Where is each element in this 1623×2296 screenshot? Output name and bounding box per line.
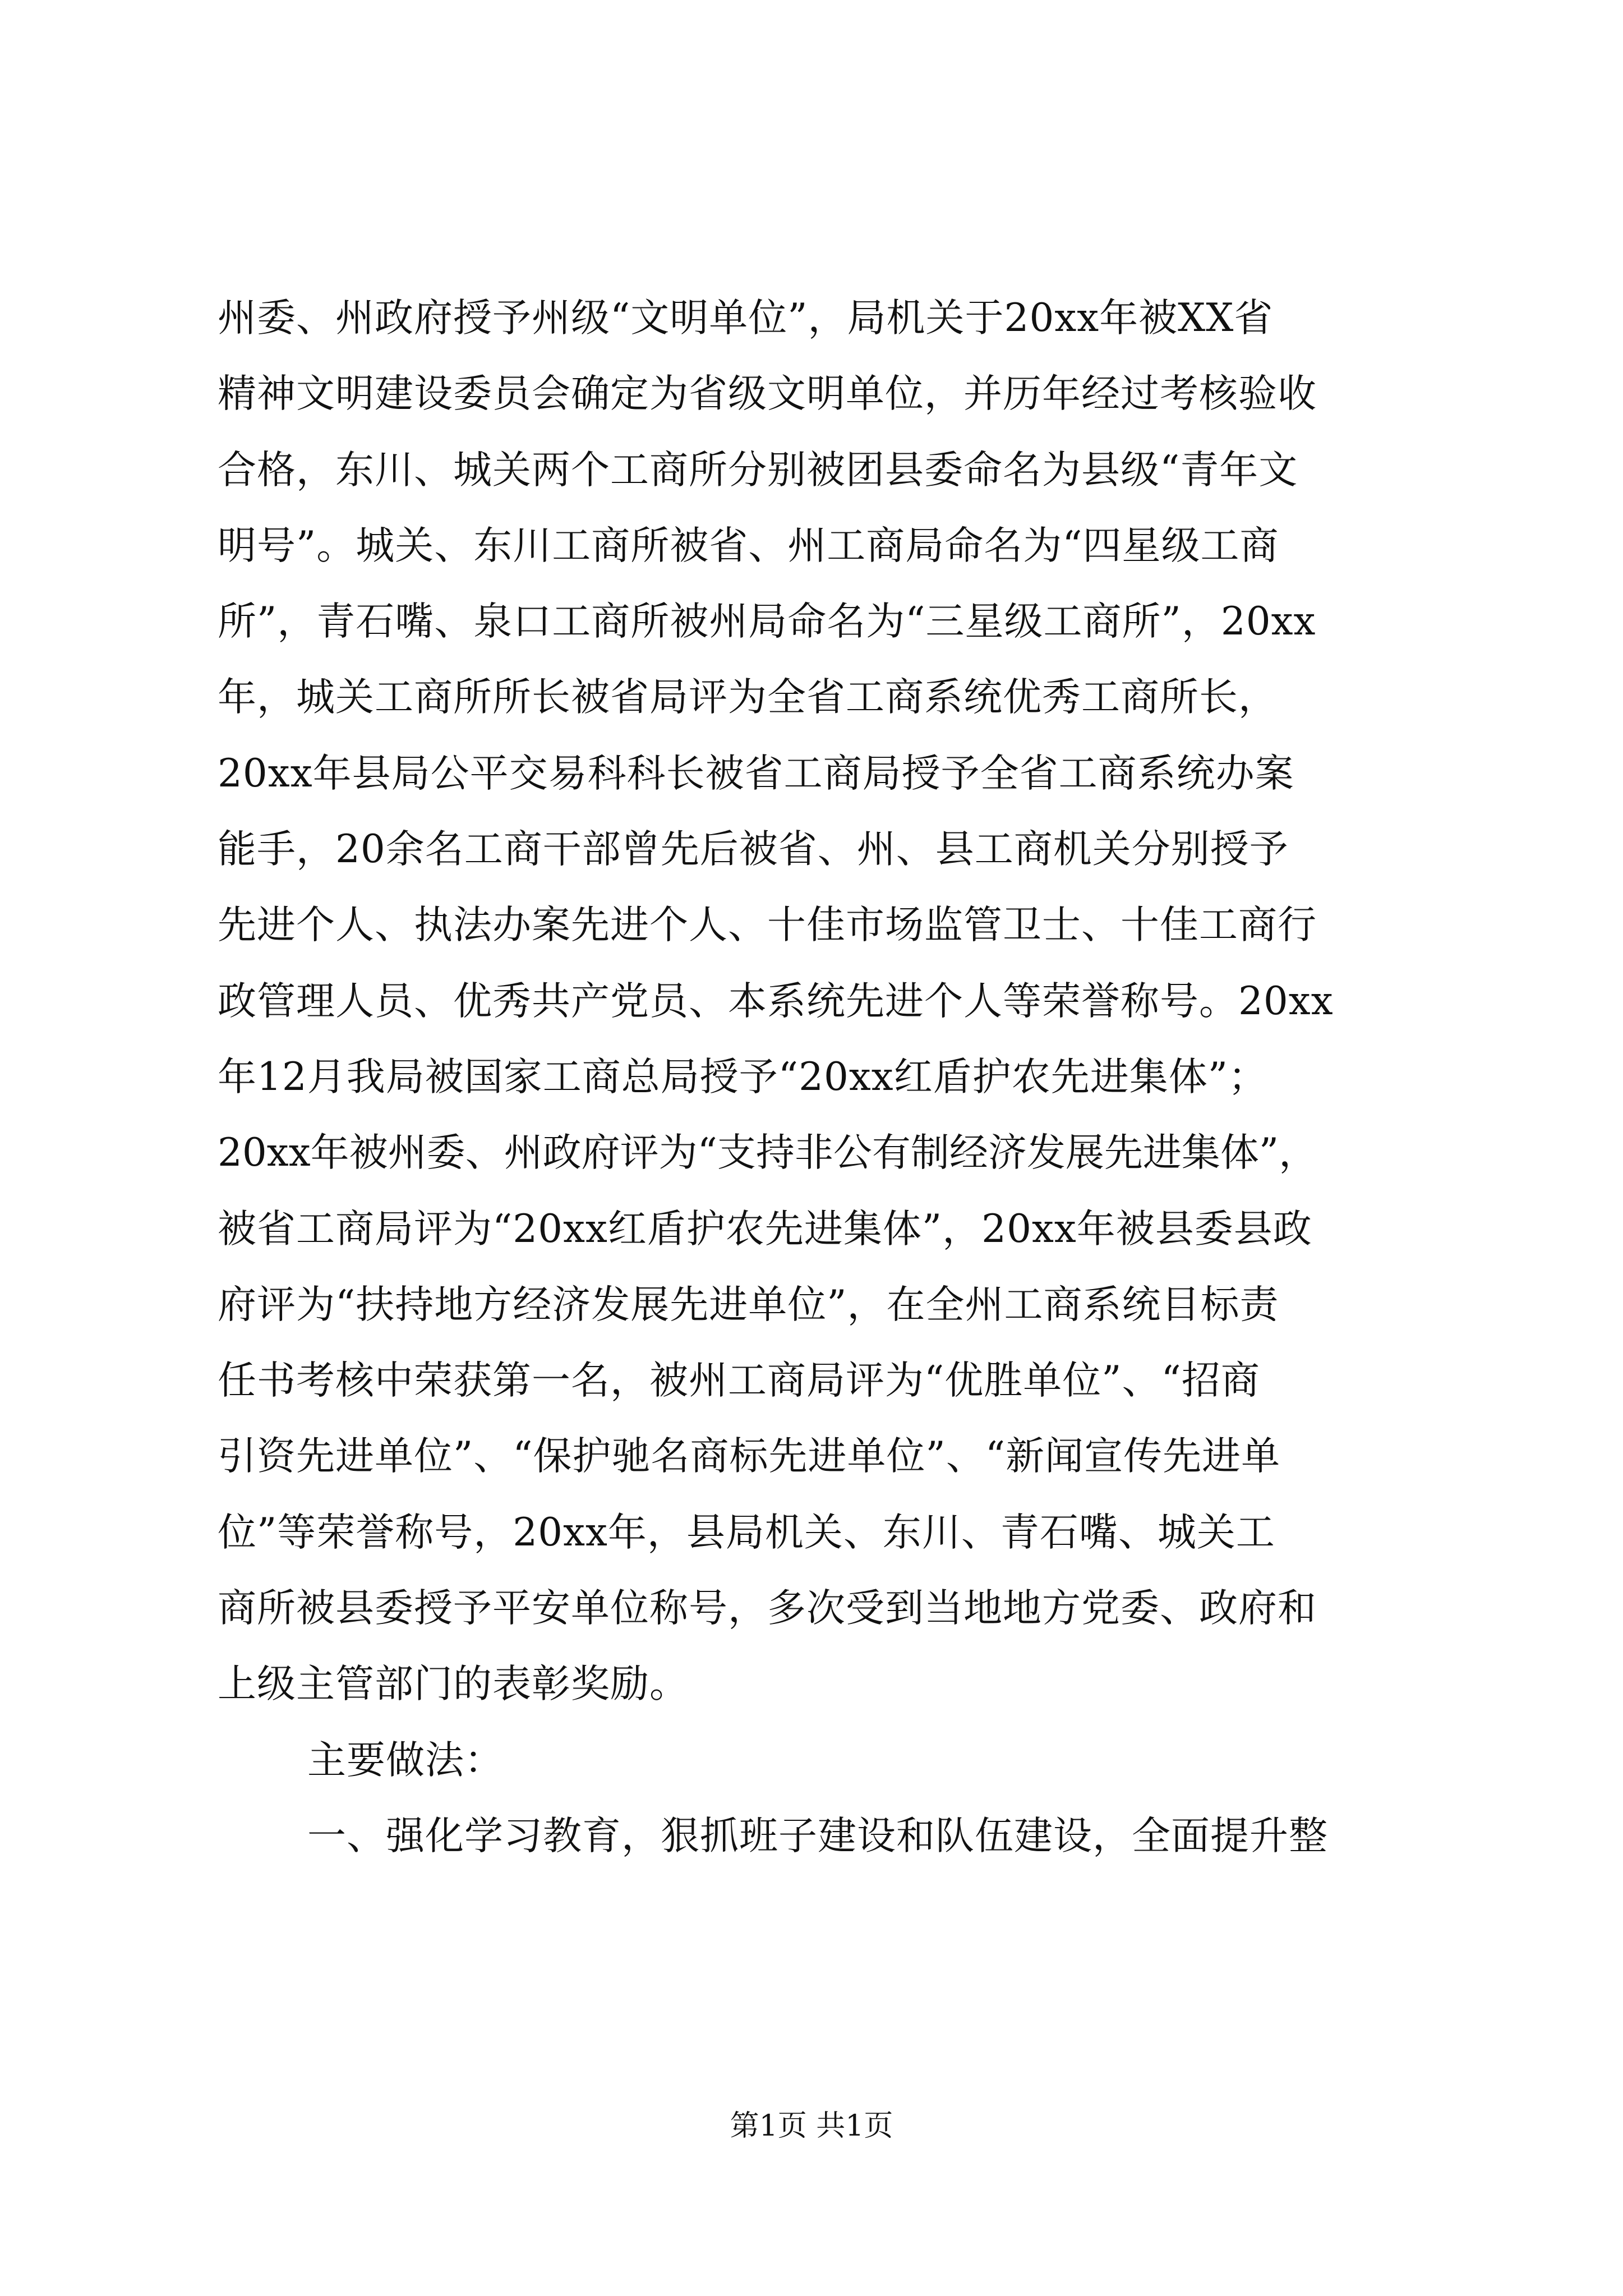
paragraph-line: 20xx年县局公平交易科科长被省工商局授予全省工商系统办案 <box>218 751 1294 796</box>
document-body <box>218 280 1440 1874</box>
paragraph-line: 商所被县委授予平安单位称号，多次受到当地地方党委、政府和 <box>218 1586 1317 1631</box>
paragraph-line: 精神文明建设委员会确定为省级文明单位，并历年经过考核验收 <box>218 371 1317 417</box>
paragraph-line: 20xx年被州委、州政府评为“支持非公有制经济发展先进集体”， <box>218 1130 1318 1176</box>
paragraph-line: 被省工商局评为“20xx红盾护农先进集体”，20xx年被县委县政 <box>218 1206 1312 1251</box>
paragraph-line: 任书考核中荣获第一名，被州工商局评为“优胜单位”、“招商 <box>218 1358 1260 1404</box>
paragraph-line: 年12月我局被国家工商总局授予“20xx红盾护农先进集体”； <box>218 1054 1267 1099</box>
paragraph-line: 府评为“扶持地方经济发展先进单位”，在全州工商系统目标责 <box>218 1282 1279 1327</box>
paragraph-line: 政管理人员、优秀共产党员、本系统先进个人等荣誉称号。20xx <box>218 978 1334 1024</box>
paragraph-line: 先进个人、执法办案先进个人、十佳市场监管卫士、十佳工商行 <box>218 903 1317 948</box>
paragraph-line: 所”，青石嘴、泉口工商所被州局命名为“三星级工商所”，20xx <box>218 599 1316 645</box>
page-footer: 第1页 共1页 <box>730 2109 893 2143</box>
paragraph-line: 明号”。城关、东川工商所被省、州工商局命名为“四星级工商 <box>218 523 1279 568</box>
paragraph-line: 引资先进单位”、“保护驰名商标先进单位”、“新闻宣传先进单 <box>218 1434 1281 1479</box>
list-item-one: 一、强化学习教育，狠抓班子建设和队伍建设，全面提升整 <box>307 1813 1328 1858</box>
paragraph-line: 州委、州政府授予州级“文明单位”，局机关于20xx年被XX省 <box>218 296 1274 341</box>
section-heading: 主要做法： <box>307 1737 504 1783</box>
paragraph-line: 合格，东川、城关两个工商所分别被团县委命名为县级“青年文 <box>218 447 1298 493</box>
paragraph-line: 能手，20余名工商干部曾先后被省、州、县工商机关分别授予 <box>218 827 1289 872</box>
paragraph-line: 年，城关工商所所长被省局评为全省工商系统优秀工商所长， <box>218 675 1278 720</box>
paragraph-line: 上级主管部门的表彰奖励。 <box>218 1662 689 1707</box>
paragraph-line: 位”等荣誉称号，20xx年，县局机关、东川、青石嘴、城关工 <box>218 1510 1275 1555</box>
